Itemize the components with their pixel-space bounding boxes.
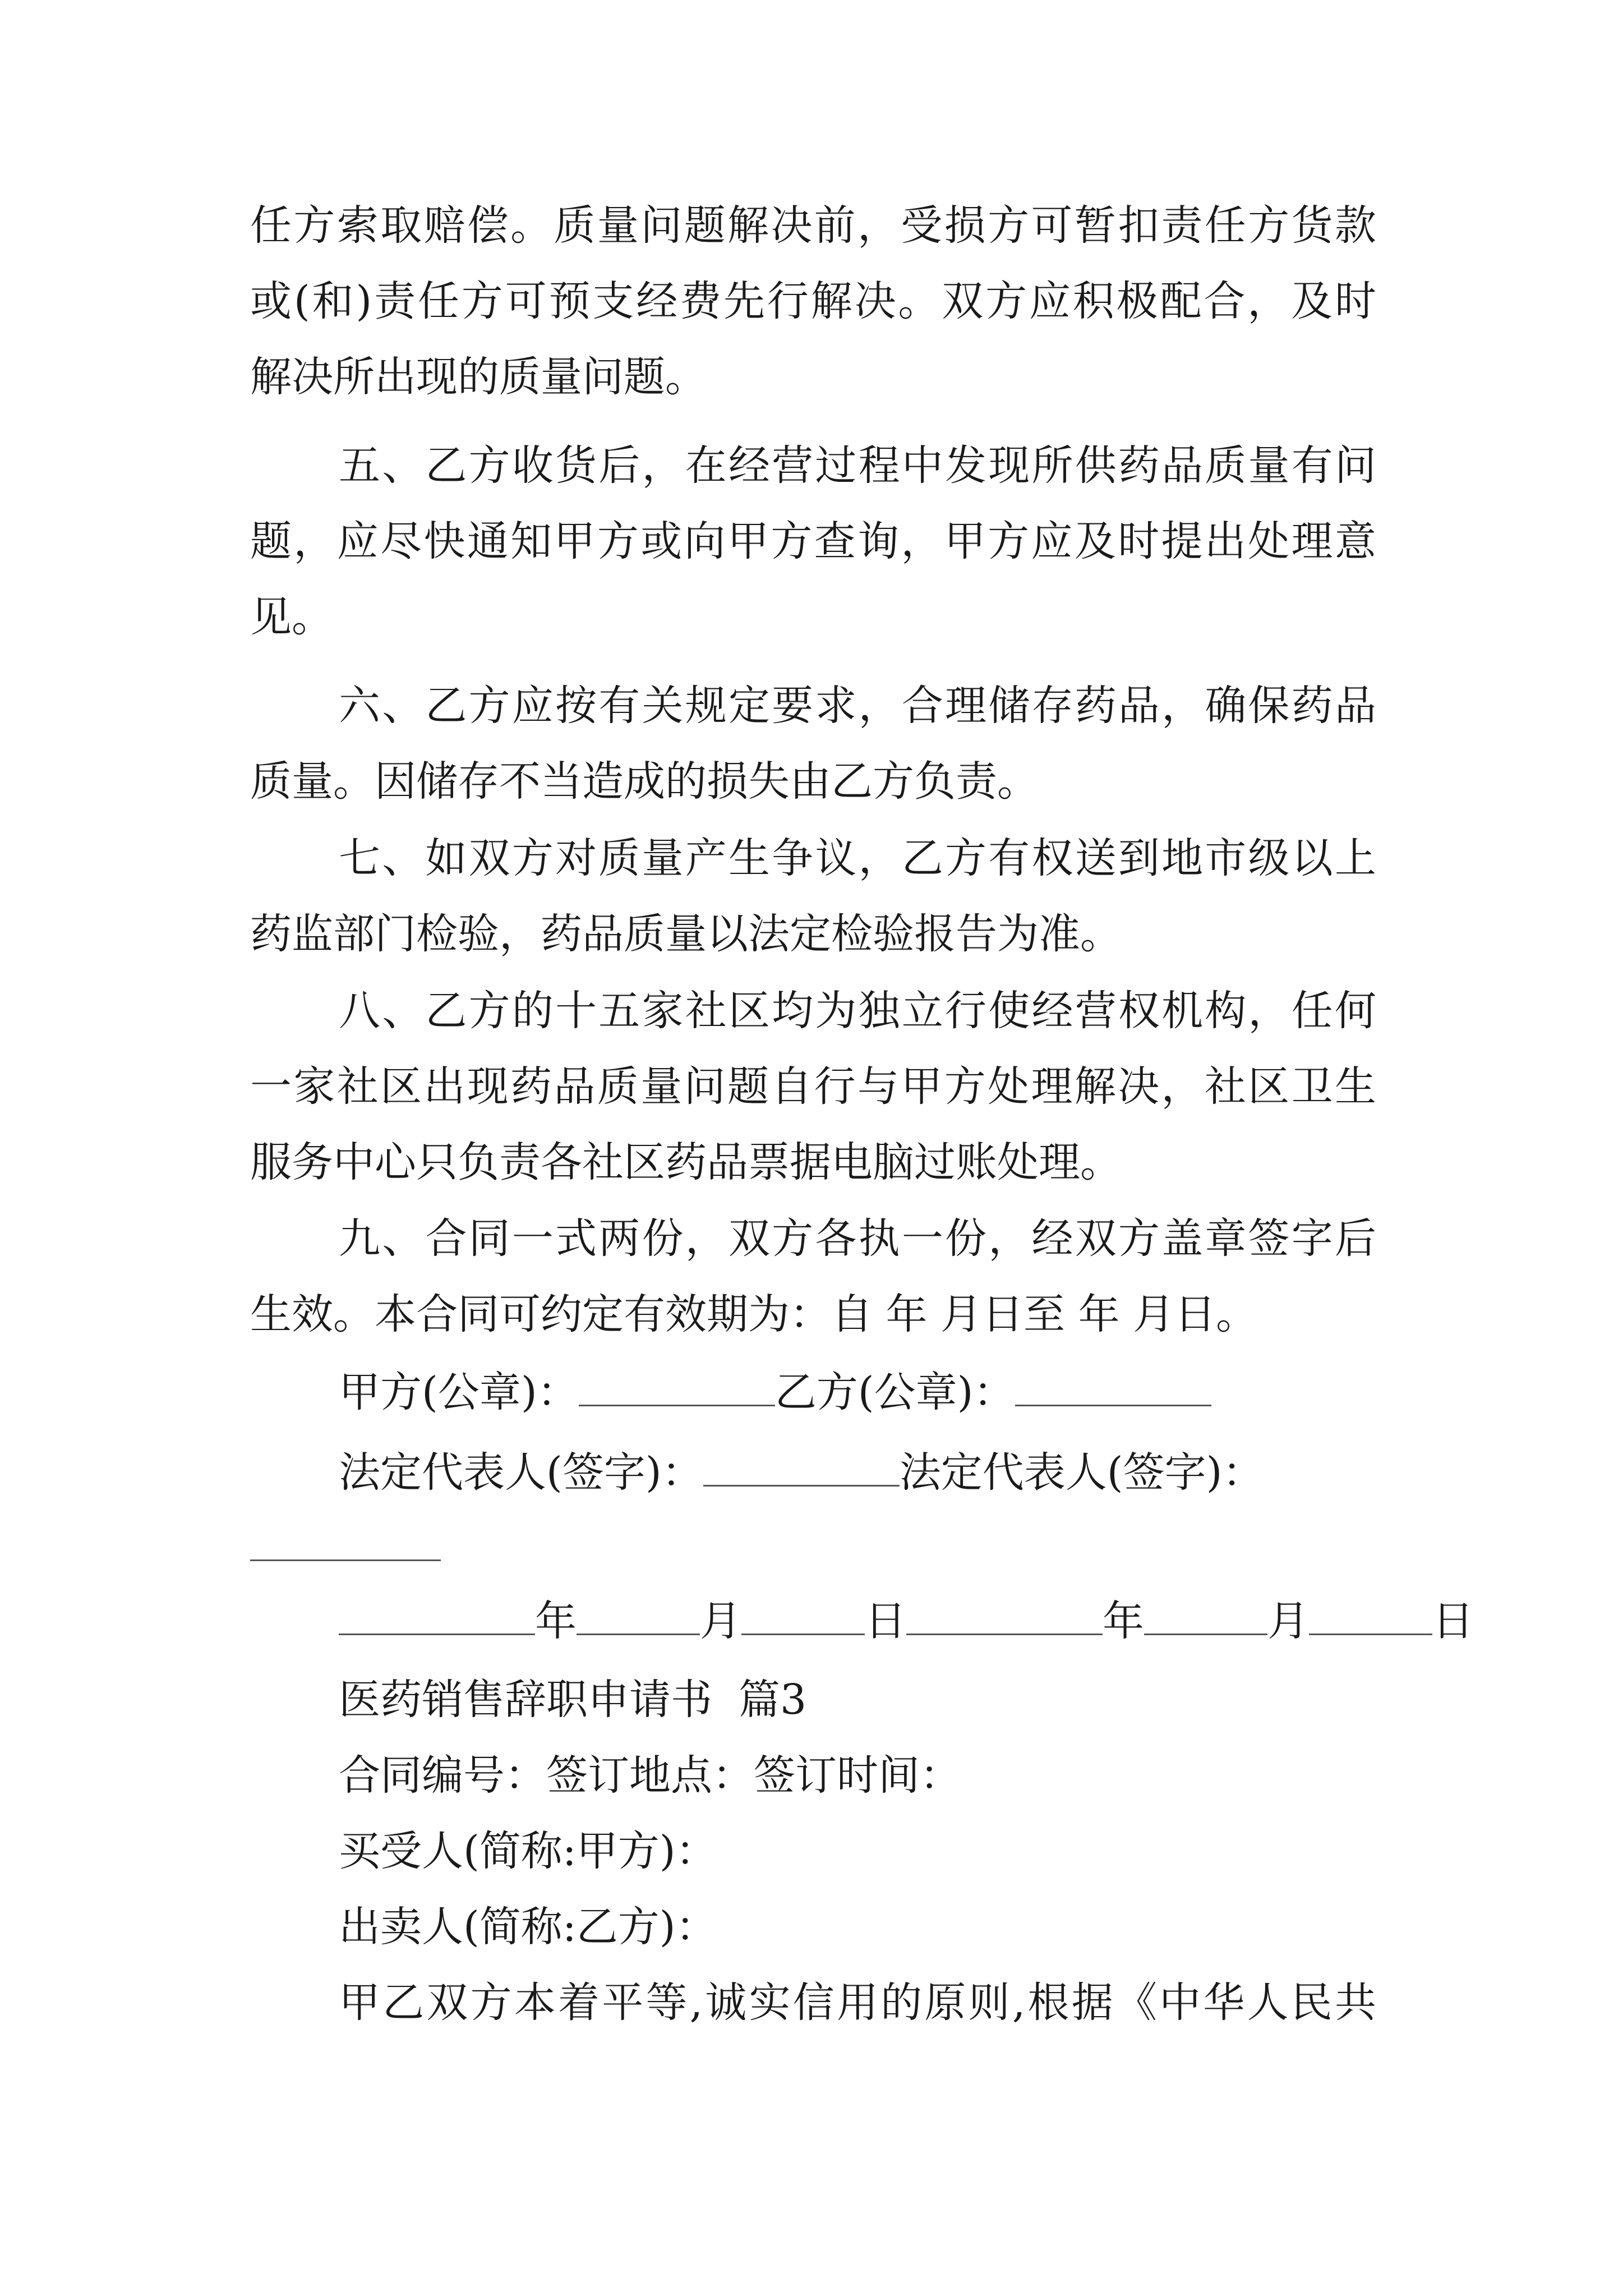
year-b-blank[interactable] [906,1598,1103,1635]
paragraph-line: 五、乙方收货后，在经营过程中发现所供药品质量有问 [339,441,1376,490]
party-b-seal-blank[interactable] [1015,1369,1211,1406]
intro-line: 甲乙双方本着平等,诚实信用的原则,根据《中华人民共 [339,1978,1376,2027]
paragraph-line: 任方索取赔偿。质量问题解决前，受损方可暂扣责任方货款 [250,201,1376,250]
contract-info: 合同编号：签订地点：签订时间： [339,1751,961,1800]
month-a-blank[interactable] [577,1598,700,1635]
party-a-seal-blank[interactable] [579,1369,775,1406]
party-a-seal-label: 甲方(公章)： [339,1368,579,1416]
paragraph-line: 服务中心只负责各社区药品票据电脑过账处理。 [250,1138,1122,1186]
paragraph-line: 九、合同一式两份，双方各执一份，经双方盖章签字后 [339,1214,1376,1263]
date-row [339,1593,1474,1649]
paragraph-line: 八、乙方的十五家社区均为独立行使经营权机构，任何 [339,987,1376,1035]
day-b-blank[interactable] [1309,1598,1432,1635]
paragraph-line: 生效。本合同可约定有效期为：自 年 月日至 年 月日。 [250,1290,1258,1338]
day-label: 日 [1432,1597,1474,1645]
rep-b-blank[interactable] [250,1554,441,1561]
paragraph-line: 质量。因储存不当造成的损失由乙方负责。 [250,757,1039,806]
paragraph-line: 见。 [250,593,333,641]
year-a-blank[interactable] [339,1598,535,1635]
month-label: 月 [700,1597,741,1645]
paragraph-line: 或(和)责任方可预支经费先行解决。双方应积极配合，及时 [250,277,1376,325]
year-label: 年 [1103,1597,1144,1645]
year-label: 年 [535,1597,577,1645]
paragraph-line: 六、乙方应按有关规定要求，合理储存药品，确保药品 [339,682,1376,730]
rep-a-blank[interactable] [703,1449,900,1487]
seller-line: 出卖人(简称:乙方)： [339,1903,717,1951]
rep-b-label: 法定代表人(签字)： [899,1448,1264,1497]
paragraph-line: 题，应尽快通知甲方或向甲方查询，甲方应及时提出处理意 [250,517,1376,565]
section-title: 医药销售辞职申请书 篇3 [339,1676,807,1724]
paragraph-line: 药监部门检验，药品质量以法定检验报告为准。 [250,910,1122,958]
month-b-blank[interactable] [1144,1598,1267,1635]
seal-row [339,1364,1211,1420]
buyer-line: 买受人(简称:甲方)： [339,1827,717,1875]
day-a-blank[interactable] [741,1598,865,1635]
paragraph-line: 一家社区出现药品质量问题自行与甲方处理解决，社区卫生 [250,1062,1376,1111]
representative-row [339,1444,1264,1501]
day-label: 日 [865,1597,906,1645]
paragraph-line: 七、如双方对质量产生争议，乙方有权送到地市级以上 [339,834,1376,882]
party-b-seal-label: 乙方(公章)： [774,1368,1015,1416]
rep-a-label: 法定代表人(签字)： [339,1448,703,1497]
month-label: 月 [1267,1597,1309,1645]
paragraph-line: 解决所出现的质量问题。 [250,353,707,401]
